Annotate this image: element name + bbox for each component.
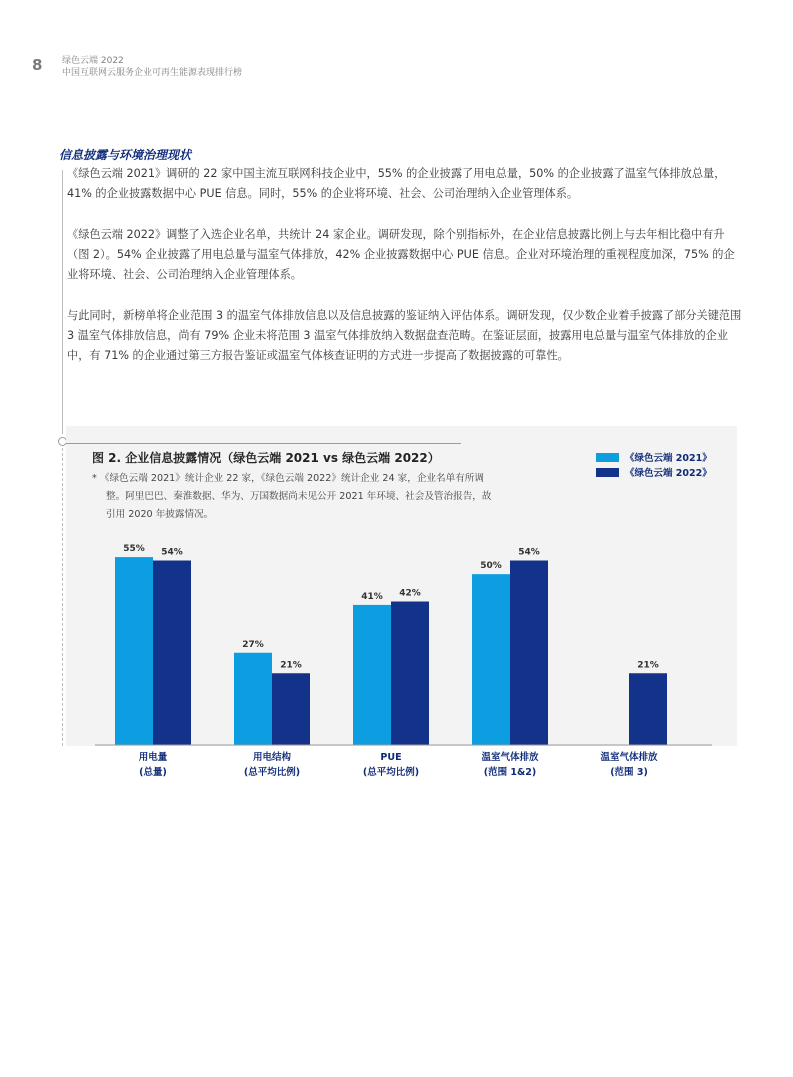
data-label: 54% xyxy=(161,547,183,558)
category-label: (总平均比例) xyxy=(243,767,301,778)
bar-2022-0 xyxy=(153,561,191,746)
paragraph-1: 《绿色云端 2021》调研的 22 家中国主流互联网科技企业中，55% 的企业披露了用电总量，50% 的企业披露了温室气体排放总量，41% 的企业披露数据中心 PUE 信息。同时，55% 的企业将环境、社会、公司治理纳入企业管理体系。 xyxy=(67,167,726,200)
category-label: 温室气体排放 xyxy=(481,752,539,763)
bar-2022-3 xyxy=(510,561,548,746)
category-label: 温室气体排放 xyxy=(600,752,658,763)
data-label: 54% xyxy=(518,547,540,558)
category-label: (总平均比例) xyxy=(362,767,420,778)
category-label: (范围 3) xyxy=(610,767,648,778)
paragraph-3: 与此同时，新榜单将企业范围 3 的温室气体排放信息以及信息披露的鉴证纳入评估体系。调研发现，仅少数企业着手披露了部分关键范围 3 温室气体排放信息，尚有 79% 企业未将范围 3 温室气体排放纳入数据盘查范畴。在鉴证层面，披露用电总量与温室气体排放的企业中，有 71% 的企业通过第三方报告鉴证或温室气体核查证明的方式进一步提高了数据披露的可靠性。 xyxy=(67,309,742,362)
section-title: 信息披露与环境治理现状 xyxy=(59,148,192,162)
data-label: 42% xyxy=(399,588,421,599)
bar-2022-2 xyxy=(391,602,429,746)
legend-label-2021: 《绿色云端 2021》 xyxy=(625,453,712,464)
bar-2022-4 xyxy=(629,673,667,745)
bar-2022-1 xyxy=(272,673,310,745)
data-label: 50% xyxy=(480,561,502,572)
page-number: 8 xyxy=(32,56,43,74)
paragraph-2: 《绿色云端 2022》调整了入选企业名单，共统计 24 家企业。调研发现，除个别指标外，在企业信息披露比例上与去年相比稳中有升（图 2）。54% 企业披露了用电总量与温室气体排放，42% 企业披露数据中心 PUE 信息。企业对环境治理的重视程度加深，75% 的企业将环境、社会、公司治理纳入企业管理体系。 xyxy=(67,228,735,281)
data-label: 21% xyxy=(280,660,302,671)
bar-2021-1 xyxy=(234,653,272,745)
category-label: (范围 1&2) xyxy=(483,767,537,778)
legend-label-2022: 《绿色云端 2022》 xyxy=(625,468,712,479)
header-line-1: 绿色云端 2022 xyxy=(62,56,124,66)
category-label: 用电量 xyxy=(138,752,168,763)
figure-title: 图 2. 企业信息披露情况（绿色云端 2021 vs 绿色云端 2022） xyxy=(92,451,440,465)
data-label: 55% xyxy=(123,544,145,555)
data-label: 21% xyxy=(637,660,659,671)
data-label: 41% xyxy=(361,591,383,602)
bar-2021-2 xyxy=(353,605,391,745)
data-label: 27% xyxy=(242,639,264,650)
category-label: 用电结构 xyxy=(252,752,292,763)
category-label: PUE xyxy=(380,752,402,763)
category-label: (总量) xyxy=(139,767,167,778)
figure-note: * 《绿色云端 2021》统计企业 22 家，《绿色云端 2022》统计企业 24 家，企业名单有所调整。阿里巴巴、秦淮数据、华为、万国数据尚未见公开 2021 年环境、社会及管治报告，故引用 2020 年披露情况。 xyxy=(92,473,492,520)
bar-2021-3 xyxy=(472,574,510,745)
bar-2021-0 xyxy=(115,557,153,745)
header-line-2: 中国互联网云服务企业可再生能源表现排行榜 xyxy=(62,68,243,78)
